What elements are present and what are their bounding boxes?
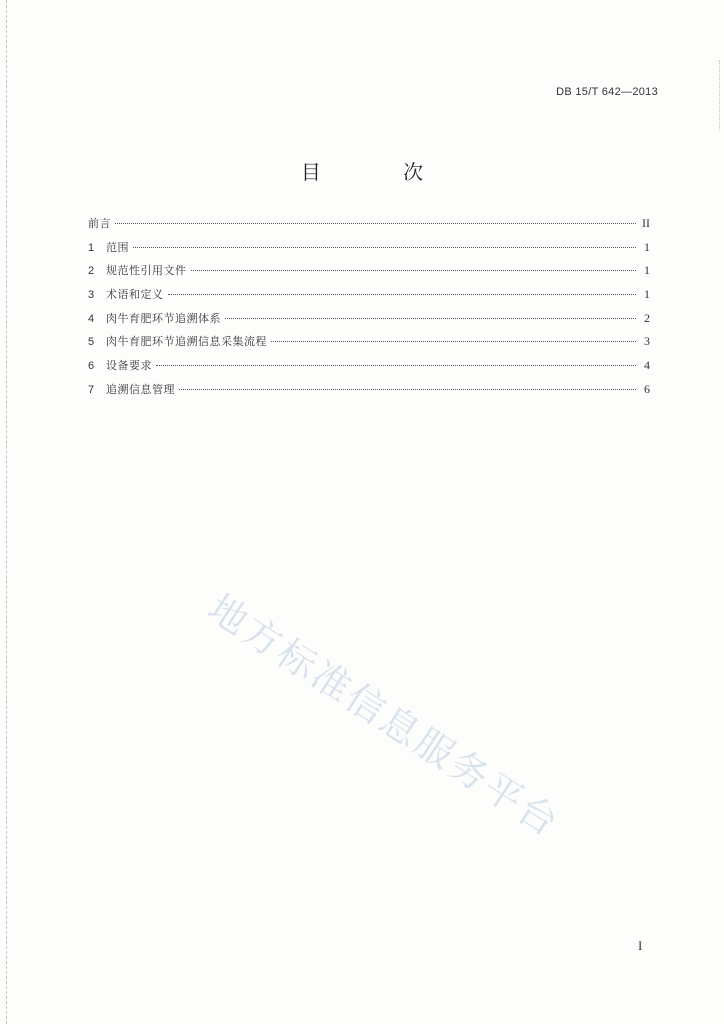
toc-entry-label: 范围 [106,240,129,254]
toc-entry-traceability-system[interactable] [88,310,650,334]
toc-entry-number: 3 [88,289,95,302]
toc-entry-page: 2 [644,310,650,325]
toc-entry-information-management[interactable] [88,381,650,405]
dot-leader [133,247,636,248]
toc-entry-number: 5 [88,336,95,349]
table-of-contents [88,215,650,405]
toc-entry-label: 肉牛育肥环节追溯信息采集流程 [106,335,267,349]
toc-entry-label: 肉牛育肥环节追溯体系 [106,311,221,325]
toc-entry-terms-definitions[interactable] [88,286,650,310]
toc-entry-number: 1 [88,241,95,254]
toc-entry-number: 6 [88,360,95,373]
watermark: 地方标准信息服务平台 [200,585,569,847]
toc-title: 目 次 [300,160,462,184]
toc-entry-page: 1 [644,239,650,254]
dot-leader [225,318,636,319]
toc-entry-collection-process[interactable] [88,333,650,357]
toc-entry-label: 规范性引用文件 [106,264,187,278]
toc-entry-page: 4 [644,358,650,373]
toc-entry-page: 6 [644,381,650,396]
document-code: DB 15/T 642—2013 [556,86,658,98]
dot-leader [168,294,637,295]
toc-entry-number: 7 [88,383,95,396]
toc-entry-scope[interactable] [88,239,650,263]
toc-entry-equipment-requirements[interactable] [88,357,650,381]
scan-edge-mark-right [719,60,720,130]
toc-entry-page: 1 [644,263,650,278]
scan-edge-mark [6,0,7,1024]
toc-entry-page: 3 [644,334,650,349]
toc-entry-label: 追溯信息管理 [106,382,175,396]
dot-leader [156,365,636,366]
toc-entry-number: 4 [88,312,95,325]
toc-entry-foreword[interactable] [88,215,650,239]
page-number: I [638,938,643,953]
toc-entry-page: II [642,216,650,230]
toc-entry-label: 术语和定义 [106,288,164,302]
toc-entry-normative-references[interactable] [88,262,650,286]
dot-leader [191,270,637,271]
toc-entry-label: 设备要求 [106,359,152,373]
toc-entry-number: 2 [88,265,95,278]
dot-leader [271,341,636,342]
toc-entry-label: 前言 [88,217,111,230]
dot-leader [115,223,636,224]
toc-entry-page: 1 [644,287,650,302]
dot-leader [179,389,636,390]
